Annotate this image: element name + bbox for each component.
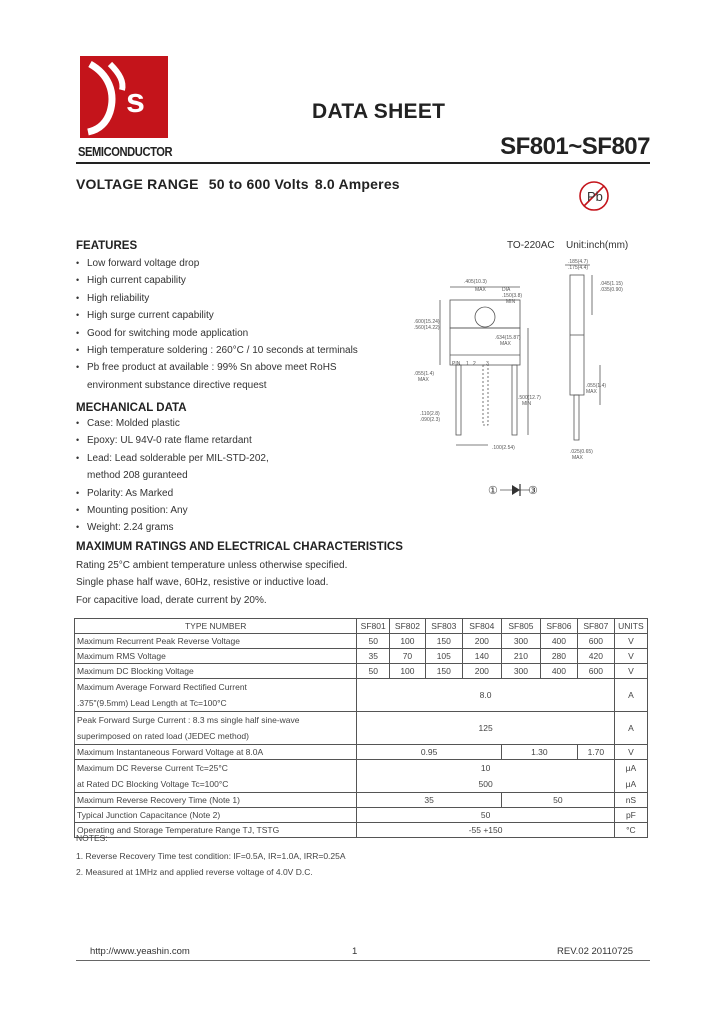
- note-2: 2. Measured at 1MHz and applied reverse voltage of 4.0V D.C.: [76, 867, 313, 877]
- unit-cell: [614, 760, 647, 793]
- unit-cell: V: [614, 634, 647, 649]
- rating-condition: Single phase half wave, 60Hz, resistive or inductive load.: [76, 577, 329, 588]
- list-item: • Pb free product at available : 99% Sn above meet RoHS: [76, 359, 376, 376]
- dim-label: .175(4.4): [568, 265, 589, 271]
- unit-cell: nS: [614, 793, 647, 808]
- dim-label: .045(1.15): [600, 281, 623, 287]
- table-header: TYPE NUMBER: [75, 619, 357, 634]
- voltage-range-volts: 50 to 600 Volts: [208, 176, 309, 192]
- dim-label: MAX: [418, 377, 429, 383]
- unit-line: μA: [625, 779, 637, 789]
- unit-cell: A: [614, 712, 647, 745]
- value-cell: 400: [540, 634, 577, 649]
- part-number: SF801~SF807: [500, 133, 650, 160]
- list-item: • Good for switching mode application: [76, 325, 376, 342]
- value-cell: 35: [357, 649, 390, 664]
- features-title: FEATURES: [76, 240, 138, 252]
- dim-label: .090(2.3): [420, 417, 441, 423]
- dim-label: MAX: [572, 455, 583, 461]
- table-header: SF802: [390, 619, 426, 634]
- value-line: 500: [478, 779, 493, 789]
- package-unit: Unit:inch(mm): [566, 240, 629, 251]
- unit-cell: V: [614, 664, 647, 679]
- list-item: • Mounting position: Any: [76, 502, 376, 519]
- table-header: UNITS: [614, 619, 647, 634]
- list-item: • High surge current capability: [76, 307, 376, 324]
- value-cell: 400: [540, 664, 577, 679]
- value-cell: 50: [357, 664, 390, 679]
- value-cell: [357, 760, 614, 793]
- unit-cell: V: [614, 649, 647, 664]
- pb-badge-text: Pb: [587, 189, 603, 204]
- value-cell: 50: [357, 634, 390, 649]
- value-cell: 600: [577, 664, 614, 679]
- value-cell: 0.95: [357, 745, 501, 760]
- svg-text:s: s: [126, 82, 145, 120]
- table-row: [75, 649, 648, 664]
- value-cell: 200: [462, 664, 501, 679]
- dim-label: .100(2.54): [492, 445, 515, 451]
- package-name: TO-220AC: [507, 240, 555, 251]
- features-list: [76, 255, 376, 394]
- cathode-symbol: ③: [528, 485, 538, 497]
- rating-condition: Rating 25°C ambient temperature unless otherwise specified.: [76, 560, 348, 571]
- table-row: [75, 808, 648, 823]
- rating-condition: For capacitive load, derate current by 20%.: [76, 595, 267, 606]
- dim-label: .185(4.7): [568, 259, 589, 265]
- table-header: SF805: [501, 619, 540, 634]
- value-cell: 300: [501, 634, 540, 649]
- ratings-table: [74, 618, 648, 838]
- param-cell: [75, 679, 357, 712]
- param-line: Peak Forward Surge Current : 8.3 ms single half sine-wave: [77, 715, 300, 725]
- ratings-title: MAXIMUM RATINGS AND ELECTRICAL CHARACTERISTICS: [76, 541, 403, 553]
- note-1: 1. Reverse Recovery Time test condition: IF=0.5A, IR=1.0A, IRR=0.25A: [76, 851, 346, 861]
- notes: [76, 830, 346, 880]
- company-logo: [80, 56, 168, 138]
- value-cell: 125: [357, 712, 614, 745]
- value-cell: 100: [390, 634, 426, 649]
- mechanical-list: [76, 415, 376, 537]
- pb-free-icon: [578, 180, 610, 212]
- param-line: .375"(9.5mm) Lead Length at Tc=100°C: [77, 698, 227, 708]
- value-cell: 210: [501, 649, 540, 664]
- param-line: superimposed on rated load (JEDEC method): [77, 731, 249, 741]
- list-item: • Polarity: As Marked: [76, 485, 376, 502]
- unit-cell: V: [614, 745, 647, 760]
- dim-label: DIA: [502, 287, 511, 293]
- ys-logo-graphic: [80, 56, 168, 138]
- table-row: [75, 664, 648, 679]
- value-cell: 200: [462, 634, 501, 649]
- package-drawing: [400, 255, 650, 525]
- list-item: • Case: Molded plastic: [76, 415, 376, 432]
- mechanical-title: MECHANICAL DATA: [76, 402, 187, 414]
- value-cell: 8.0: [357, 679, 614, 712]
- param-line: at Rated DC Blocking Voltage Tc=100°C: [77, 779, 229, 789]
- unit-line: μA: [625, 763, 637, 773]
- value-cell: 50: [357, 808, 614, 823]
- page-number: 1: [352, 946, 358, 957]
- list-item: • Weight: 2.24 grams: [76, 519, 376, 536]
- doc-title: DATA SHEET: [312, 100, 446, 123]
- value-cell: 35: [357, 793, 501, 808]
- unit-cell: °C: [614, 823, 647, 838]
- param-cell: [75, 712, 357, 745]
- dim-label: .055(1.4): [586, 383, 607, 389]
- list-item-continuation: environment substance directive request: [87, 379, 267, 391]
- value-cell: -55 +150: [357, 823, 614, 838]
- param-cell: Operating and Storage Temperature Range TJ, TSTG: [75, 823, 357, 838]
- footer-url[interactable]: http://www.yeashin.com: [90, 946, 190, 957]
- pin-number: 2: [473, 361, 476, 367]
- unit-cell: pF: [614, 808, 647, 823]
- param-cell: [75, 760, 357, 793]
- dim-label: .500(12.7): [518, 395, 541, 401]
- value-cell: 420: [577, 649, 614, 664]
- table-header: SF801: [357, 619, 390, 634]
- revision: REV.02 20110725: [557, 946, 634, 957]
- dim-label: MIN: [522, 401, 532, 407]
- table-row: [75, 679, 648, 712]
- voltage-range: [76, 176, 406, 192]
- voltage-range-amps: 8.0 Amperes: [314, 176, 400, 192]
- param-cell: Maximum Recurrent Peak Reverse Voltage: [75, 634, 357, 649]
- notes-title: NOTES:: [76, 833, 108, 843]
- list-item: • High temperature soldering : 260°C / 10 seconds at terminals: [76, 342, 376, 359]
- table-row: [75, 760, 648, 793]
- dim-label: MAX: [586, 389, 597, 395]
- value-cell: 1.70: [577, 745, 614, 760]
- param-cell: Maximum Instantaneous Forward Voltage at 8.0A: [75, 745, 357, 760]
- value-cell: 150: [425, 634, 462, 649]
- table-header-row: [75, 619, 648, 634]
- list-item-continuation: method 208 guranteed: [87, 470, 188, 482]
- dim-label: .055(1.4): [414, 371, 435, 377]
- dim-label: MAX: [475, 287, 486, 293]
- param-cell: Maximum Reverse Recovery Time (Note 1): [75, 793, 357, 808]
- dim-label: MAX: [500, 341, 511, 347]
- table-row: [75, 745, 648, 760]
- unit-cell: A: [614, 679, 647, 712]
- dim-label: .035(0.90): [600, 287, 623, 293]
- table-header: SF806: [540, 619, 577, 634]
- header-divider: [76, 162, 650, 164]
- pin-number: 3: [486, 361, 489, 367]
- value-cell: 600: [577, 634, 614, 649]
- dim-label: .025(0.65): [570, 449, 593, 455]
- value-cell: 300: [501, 664, 540, 679]
- dim-label: MIN: [506, 299, 516, 305]
- param-line: Maximum DC Reverse Current Tc=25°C: [77, 763, 228, 773]
- value-cell: 150: [425, 664, 462, 679]
- param-line: Maximum Average Forward Rectified Current: [77, 682, 247, 692]
- list-item: • High reliability: [76, 290, 376, 307]
- dim-label: .150(3.8): [502, 293, 523, 299]
- value-line: 10: [480, 763, 491, 773]
- list-item: • Epoxy: UL 94V-0 rate flame retardant: [76, 432, 376, 449]
- table-header: SF804: [462, 619, 501, 634]
- anode-symbol: ①: [488, 485, 498, 497]
- param-cell: Maximum RMS Voltage: [75, 649, 357, 664]
- dim-label: .560(14.22): [414, 325, 440, 331]
- value-cell: 100: [390, 664, 426, 679]
- pin-label: PIN: [452, 361, 461, 367]
- table-row: [75, 634, 648, 649]
- dim-label: .110(2.8): [420, 411, 440, 417]
- table-header: SF803: [425, 619, 462, 634]
- dim-label: .600(15.24): [414, 319, 440, 325]
- list-item: • Lead: Lead solderable per MIL-STD-202,: [76, 450, 376, 467]
- company-name: SEMICONDUCTOR: [78, 144, 173, 159]
- value-cell: 50: [501, 793, 614, 808]
- footer-divider: [76, 960, 650, 961]
- table-row: [75, 712, 648, 745]
- value-cell: 1.30: [501, 745, 577, 760]
- param-cell: Typical Junction Capacitance (Note 2): [75, 808, 357, 823]
- table-row: [75, 793, 648, 808]
- diode-symbol: [512, 485, 520, 495]
- param-cell: Maximum DC Blocking Voltage: [75, 664, 357, 679]
- table-header: SF807: [577, 619, 614, 634]
- value-cell: 140: [462, 649, 501, 664]
- dim-label: .405(10.3): [464, 279, 487, 285]
- value-cell: 105: [425, 649, 462, 664]
- value-cell: 70: [390, 649, 426, 664]
- dim-label: .634(15.87): [495, 335, 521, 341]
- value-cell: 280: [540, 649, 577, 664]
- pin-number: 1: [466, 361, 469, 367]
- list-item: • Low forward voltage drop: [76, 255, 376, 272]
- list-item: • High current capability: [76, 272, 376, 289]
- voltage-range-label: VOLTAGE RANGE: [76, 176, 199, 192]
